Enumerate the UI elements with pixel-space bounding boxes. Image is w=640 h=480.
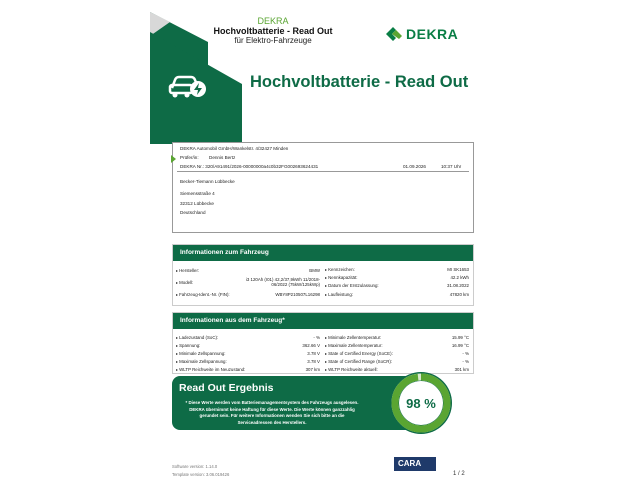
customer-street: Siemensstraße 4 [180,191,215,196]
page-number: 1 / 2 [453,471,465,477]
gauge-score: 98 % [406,396,436,411]
soh-gauge [388,370,454,436]
battery-label-text: ▸ Ladezustand (SoC): [176,335,218,340]
vehicle-label-text: ▸ Modell: [176,280,193,285]
vehicle-label-text: ▸ Kennzeichen: [325,267,355,272]
vehicle-label-text: ▸ Nennkapazität: [325,275,357,280]
cara-logo-text: CARA [398,459,422,468]
vehicle-label [325,283,379,288]
battery-value: 3.78 V [307,359,320,364]
battery-value: 15.99 °C [451,335,469,340]
software-version: Software version: 1.14.0 [172,464,218,469]
battery-label-text: ▸ State of Certified Range (SoCR): [325,359,392,364]
customer-city: 32312 Lübbecke [180,201,214,206]
battery-label-text: ▸ Maximale Zellentemperatur: [325,343,383,348]
customer-country: Deutschland [180,210,206,215]
vehicle-value: 47820 km [449,292,469,297]
vehicle-value: i3 120Ah (I01) 42,2/37,9kWh 11/2018-06/2022 (75kW/125kWp) [245,277,320,287]
examiner-label: Prüfer/in: [180,155,199,160]
vehicle-value: WBY8P210507L16298 [275,292,320,297]
report-time: 10:37 Uhr [441,164,462,169]
vehicle-value: BMW [309,268,320,273]
dekra-logo-text: DEKRA [406,26,459,42]
battery-value: 3.78 V [307,351,320,356]
report-date: 01.09.2026 [403,164,426,169]
divider [177,171,469,172]
battery-label-text: ▸ State of Certified Energy (SoCE): [325,351,393,356]
vehicle-value: MI SK1653 [447,267,469,272]
ev-car-charging-icon [168,68,208,100]
battery-value: - % [462,351,469,356]
result-heading: Read Out Ergebnis [179,382,274,394]
battery-label [176,367,245,372]
vehicle-label [176,268,199,273]
vehicle-label [325,275,357,280]
report-info-box [172,142,474,233]
battery-label-text: ▸ Spannung: [176,343,200,348]
battery-value: 362.66 V [302,343,320,348]
vehicle-value: 31.08.2022 [447,283,469,288]
vehicle-label-text: ▸ Laufleistung: [325,292,353,297]
vehicle-label-text: ▸ Hersteller: [176,268,199,273]
dekra-logo-icon [386,26,402,42]
battery-label [176,343,200,348]
battery-label [325,351,393,356]
vehicle-label [325,267,355,272]
battery-value: - % [313,335,320,340]
battery-label-text: ▸ WLTP Reichweite aktuell: [325,367,378,372]
report-page [150,12,494,480]
battery-label-text: ▸ Minimale Zellentemperatur: [325,335,381,340]
header-brand-small: DEKRA [257,16,289,26]
report-number: DEKRA Nr.: 320/A91491/2026-00000000a4c0b32FG002693624431 [180,164,319,169]
customer-name: Becker-Tiemann Lübbecke [180,179,235,184]
marker-arrow-icon [171,155,176,163]
battery-value: 307 km [305,367,320,372]
vehicle-label [176,280,193,285]
battery-label [325,343,383,348]
vehicle-label [176,292,230,297]
header-subtitle: für Elektro-Fahrzeuge [234,36,312,45]
battery-label-text: ▸ Minimale Zellspannung: [176,351,226,356]
vehicle-label-text: ▸ Datum der Erstzulassung: [325,283,379,288]
header-title: Hochvoltbatterie - Read Out [213,26,333,36]
dekra-logo [386,26,458,42]
battery-label-text: ▸ Maximale Zellspannung: [176,359,227,364]
battery-info-section [172,312,474,374]
cara-logo [394,457,436,471]
vehicle-info-section [172,244,474,306]
company-address: DEKRA Automobil GmbH/Wankelstr. 4/32427 Minden [180,146,289,151]
battery-value: 301 km [454,367,469,372]
vehicle-value: 42.2 kWh [450,275,469,280]
main-title: Hochvoltbatterie - Read Out [250,73,469,91]
vehicle-info-heading: Informationen zum Fahrzeug [173,245,473,261]
battery-value: 16.99 °C [451,343,469,348]
battery-label-text: ▸ WLTP Reichweite im Neuzustand: [176,367,245,372]
vehicle-label [325,292,353,297]
battery-label [176,359,227,364]
result-note: * Diese Werte werden vom Batteriemanagementsystem des Fahrzeugs ausgelesen. DEKRA übernimmt keine Haftung für diese Werte. Die Werte können ganzzahlig gerundet sein. Für weitere Informationen wenden Sie sich bitte an die Serviceadressen des Herstellers. [185,400,359,425]
battery-label [325,367,378,372]
battery-label [176,335,218,340]
battery-label [176,351,226,356]
battery-info-heading: Informationen aus dem Fahrzeug* [173,313,473,329]
battery-label [325,335,381,340]
template-version: Template version: 3.06.019426 [172,472,230,477]
examiner-name: Dennis Bertz [209,155,236,160]
battery-label [325,359,392,364]
vehicle-label-text: ▸ Fahrzeug-Ident.-Nr. (FIN): [176,292,230,297]
battery-value: - % [462,359,469,364]
